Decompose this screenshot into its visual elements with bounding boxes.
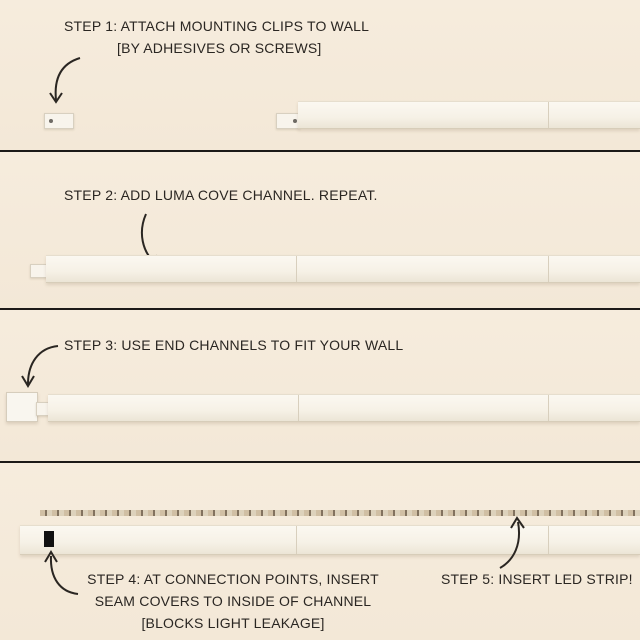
curved-arrow-icon xyxy=(48,56,88,106)
screw-icon xyxy=(49,119,53,123)
mounting-clip xyxy=(44,113,74,129)
step1-title: STEP 1: ATTACH MOUNTING CLIPS TO WALL xyxy=(64,18,370,34)
channel-seam xyxy=(548,256,549,282)
cove-channel xyxy=(48,394,640,422)
channel-seam xyxy=(298,395,299,421)
cove-channel xyxy=(298,101,640,129)
mounting-clip xyxy=(276,113,300,129)
step4-note: [BLOCKS LIGHT LEAKAGE] xyxy=(141,615,325,631)
channel-seam xyxy=(548,526,549,554)
seam-cover xyxy=(44,531,54,547)
step4-subtitle: SEAM COVERS TO INSIDE OF CHANNEL xyxy=(94,593,372,609)
step5-title: STEP 5: INSERT LED STRIP! xyxy=(441,571,633,587)
channel-seam xyxy=(296,526,297,554)
step3-title: STEP 3: USE END CHANNELS TO FIT YOUR WALL xyxy=(64,337,404,353)
led-strip xyxy=(40,510,640,516)
step1-subtitle: [BY ADHESIVES OR SCREWS] xyxy=(117,40,322,56)
cove-channel xyxy=(46,255,640,283)
channel-seam xyxy=(548,102,549,128)
curved-arrow-icon xyxy=(18,340,64,390)
cove-channel-open xyxy=(20,525,640,555)
step4-title: STEP 4: AT CONNECTION POINTS, INSERT xyxy=(87,571,379,587)
end-channel xyxy=(6,392,38,422)
screw-icon xyxy=(293,119,297,123)
step2-title: STEP 2: ADD LUMA COVE CHANNEL. REPEAT. xyxy=(64,187,378,203)
curved-arrow-icon xyxy=(494,514,530,572)
step3-panel xyxy=(0,310,640,461)
channel-seam xyxy=(296,256,297,282)
step2-panel xyxy=(0,152,640,308)
channel-seam xyxy=(548,395,549,421)
